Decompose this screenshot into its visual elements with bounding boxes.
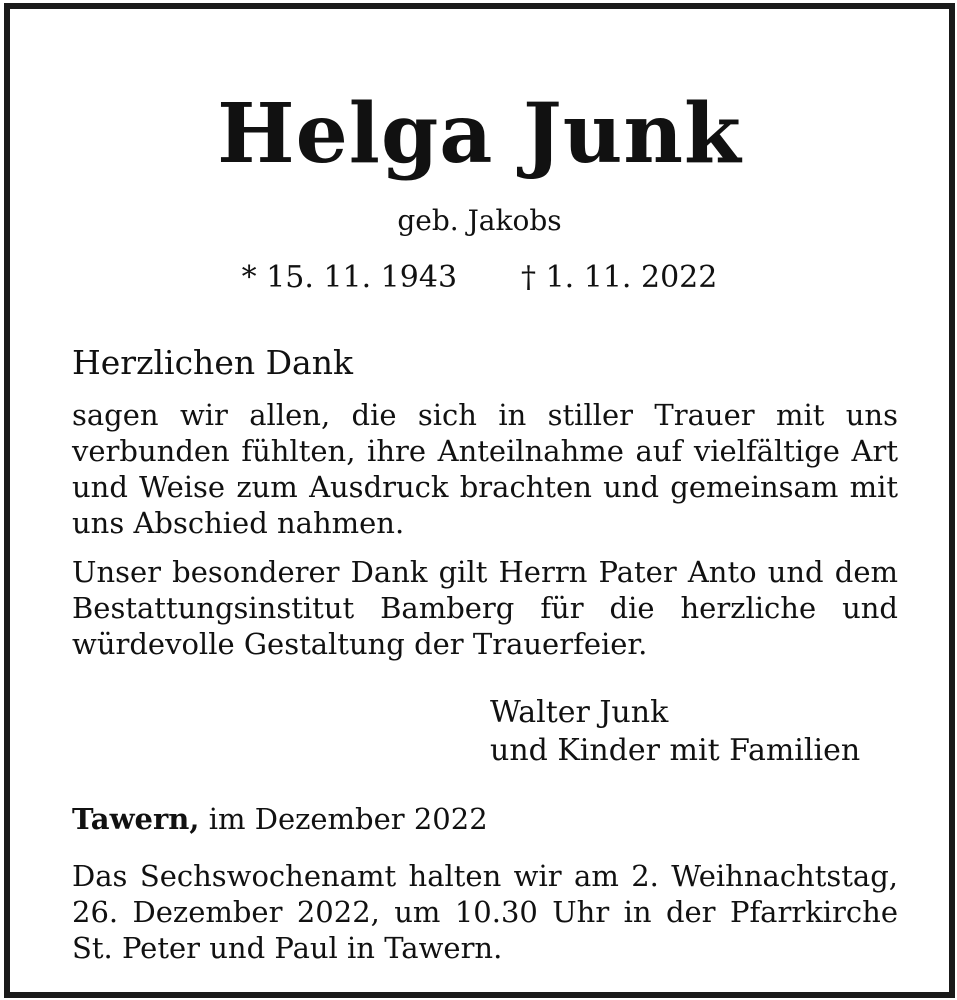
signature xyxy=(490,694,860,770)
signature-line-1: Walter Junk xyxy=(490,695,669,730)
signature-line-2: und Kinder mit Familien xyxy=(490,733,861,768)
service-paragraph: Das Sechswochenamt halten wir am 2. Weihnachtstag, 26. Dezember 2022, um 10.30 Uhr in der Pfarrkirche St. Peter und Paul in Tawern. xyxy=(72,859,898,965)
special-thanks-paragraph: Unser besonderer Dank gilt Herrn Pater Anto und dem Bestattungsinstitut Bamberg für die herzliche und würdevolle Gestaltung der Trauerfeier. xyxy=(72,555,898,661)
place-name: Tawern, xyxy=(72,802,200,836)
thanks-heading: Herzlichen Dank xyxy=(72,343,353,382)
death-date: † 1. 11. 2022 xyxy=(521,260,718,295)
thanks-paragraph: sagen wir allen, die sich in stiller Trauer mit uns verbunden fühlten, ihre Anteilnahme auf vielfältige Art und Weise zum Ausdruck brachten und gemeinsam mit uns Abschied nahmen. xyxy=(72,398,898,540)
deceased-name: Helga Junk xyxy=(217,86,742,182)
place-date-line xyxy=(72,801,488,837)
date-text: im Dezember 2022 xyxy=(199,802,488,836)
birth-date: * 15. 11. 1943 xyxy=(241,260,458,295)
notice-frame xyxy=(4,3,955,998)
life-dates xyxy=(10,260,949,295)
maiden-name: geb. Jakobs xyxy=(397,204,562,237)
